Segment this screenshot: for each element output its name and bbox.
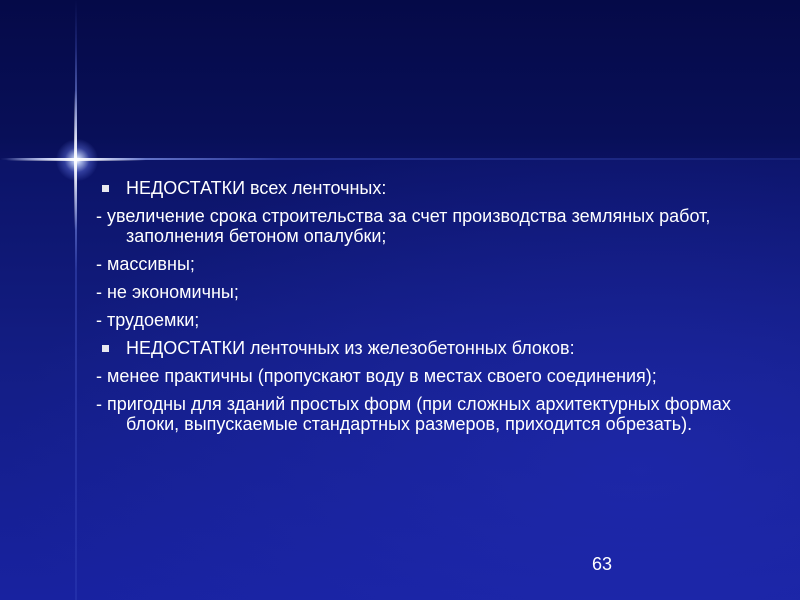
list-item-text: - пригодны для зданий простых форм (при сложных архитектурных формах блоки, выпускаемые стандартных размеров, приходится обрезать). — [96, 394, 731, 434]
star-flare-vertical-ray — [74, 90, 77, 230]
list-item-text: - менее практичны (пропускают воду в местах своего соединения); — [96, 366, 657, 386]
bullet-heading-1 — [96, 178, 756, 198]
list-item — [96, 254, 756, 274]
list-item — [96, 282, 756, 302]
list-item — [96, 394, 756, 434]
list-item-text: - не экономичны; — [96, 282, 239, 302]
list-item — [96, 206, 756, 246]
bullet-heading-2-text: НЕДОСТАТКИ ленточных из железобетонных блоков: — [126, 338, 575, 358]
square-bullet-icon — [102, 185, 109, 192]
list-item-text: - увеличение срока строительства за счет производства земляных работ, заполнения бетоном опалубки; — [96, 206, 711, 246]
top-dark-band — [0, 0, 800, 160]
slide-body-text — [96, 178, 756, 442]
list-item-text: - трудоемки; — [96, 310, 200, 330]
list-item — [96, 366, 756, 386]
list-item — [96, 310, 756, 330]
bullet-heading-1-text: НЕДОСТАТКИ всех ленточных: — [126, 178, 387, 198]
page-number: 63 — [592, 554, 613, 574]
bullet-heading-2 — [96, 338, 756, 358]
square-bullet-icon — [102, 345, 109, 352]
list-item-text: - массивны; — [96, 254, 195, 274]
